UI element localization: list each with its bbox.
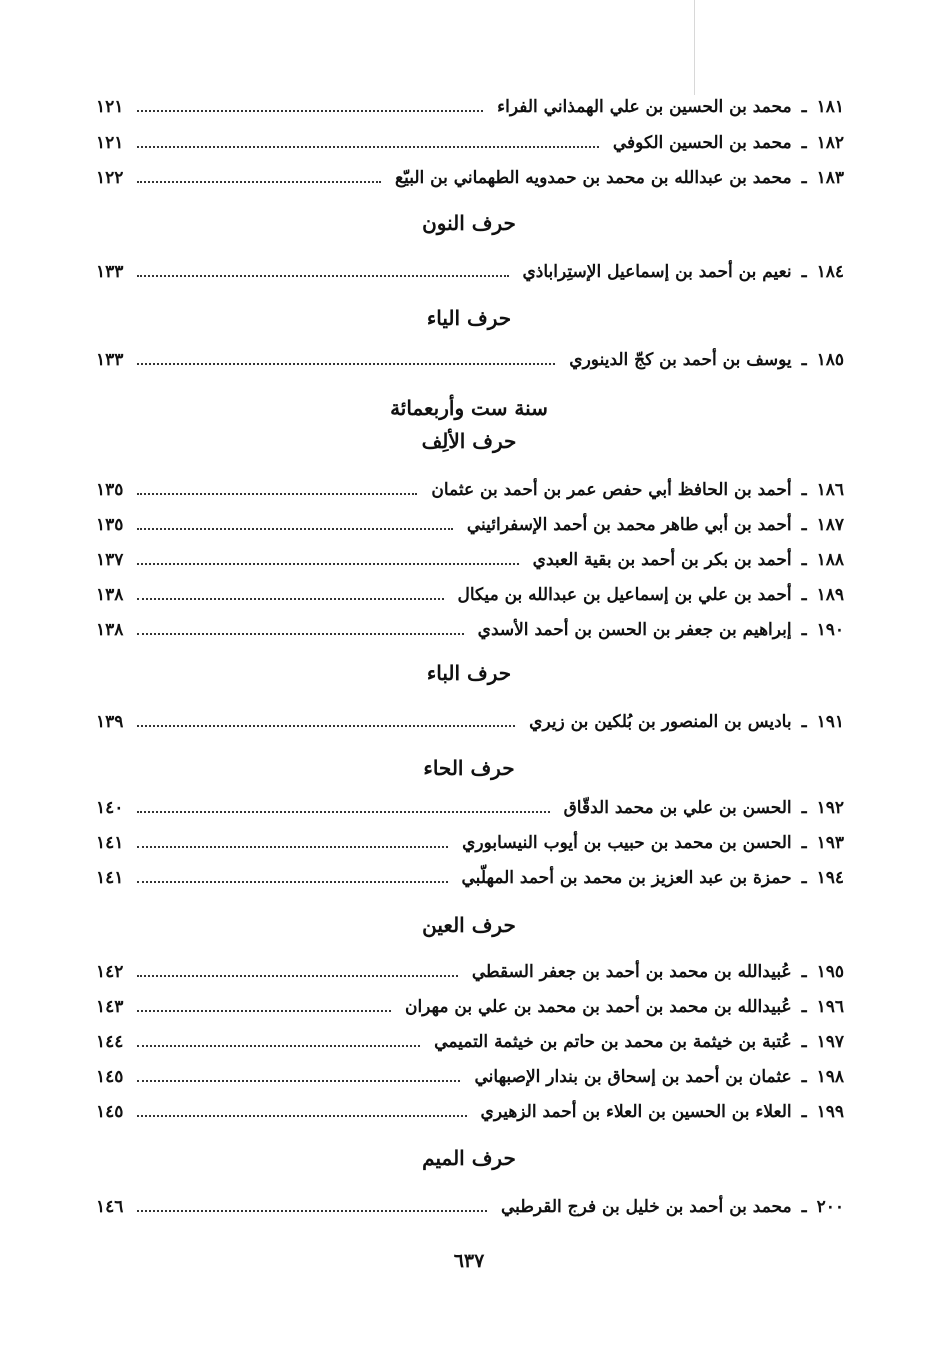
entry-page-number: ١٣٣ <box>96 350 124 370</box>
entry-separator: ـ <box>801 997 807 1017</box>
section-heading: حرف العين <box>422 913 516 937</box>
entry-separator: ـ <box>801 97 807 117</box>
dot-leader <box>137 975 457 977</box>
toc-entry <box>96 990 844 1024</box>
entry-name: حمزة بن عبد العزيز بن محمد بن أحمد المهلّبي <box>461 868 792 888</box>
entry-page-number: ١٤١ <box>96 868 124 888</box>
entry-separator: ـ <box>801 585 807 605</box>
entry-number: ١٩٤ <box>816 868 844 888</box>
entry-name: محمد بن الحسين الكوفي <box>612 133 792 153</box>
entry-name: عثمان بن أحمد بن إسحاق بن بندار الإصبهاني <box>474 1067 792 1087</box>
entry-number: ١٩٠ <box>816 620 844 640</box>
entry-name: الحسن بن علي بن محمد الدقّاق <box>563 798 792 818</box>
toc-entry <box>96 126 844 160</box>
entry-page-number: ١٤٤ <box>96 1032 124 1052</box>
entry-page-number: ١٣٩ <box>96 712 124 732</box>
toc-entry <box>96 826 844 860</box>
entry-number: ١٩٩ <box>816 1102 844 1122</box>
toc-entry <box>96 861 844 895</box>
entry-name: عُتبة بن خيثمة بن محمد بن حاتم بن خيثمة التميمي <box>434 1032 792 1052</box>
entry-name: أحمد بن علي بن إسماعيل بن عبدالله بن ميكال <box>457 585 792 605</box>
entry-number: ١٩٢ <box>816 798 844 818</box>
entry-name: الحسن بن محمد بن حبيب بن أيوب النيسابوري <box>462 833 792 853</box>
entry-name: أحمد بن أبي طاهر محمد بن أحمد الإسفرائيني <box>466 515 792 535</box>
toc-entry <box>96 161 844 195</box>
entry-separator: ـ <box>801 833 807 853</box>
entry-name: أحمد بن بكر بن أحمد بن بقية العبدي <box>532 550 792 570</box>
entry-name: نعيم بن أحمد بن إسماعيل الإستِراباذي <box>522 262 792 282</box>
entry-number: ١٨٦ <box>816 480 844 500</box>
entry-separator: ـ <box>801 620 807 640</box>
dot-leader <box>137 1010 391 1012</box>
dot-leader <box>137 633 463 635</box>
page-fold-line <box>694 0 695 95</box>
section-heading: سنة ست وأربعمائة <box>390 396 548 420</box>
entry-separator: ـ <box>801 798 807 818</box>
dot-leader <box>137 181 381 183</box>
entry-page-number: ١٤٥ <box>96 1102 124 1122</box>
dot-leader <box>137 725 515 727</box>
toc-entry <box>96 508 844 542</box>
entry-separator: ـ <box>801 1197 807 1217</box>
dot-leader <box>137 563 518 565</box>
entry-name: إبراهيم بن جعفر بن الحسن بن أحمد الأسدي <box>477 620 792 640</box>
dot-leader <box>137 598 443 600</box>
entry-number: ١٨٧ <box>816 515 844 535</box>
entry-number: ١٨٢ <box>816 133 844 153</box>
entry-number: ١٩١ <box>816 712 844 732</box>
entry-name: يوسف بن أحمد بن كجّ الدينوري <box>569 350 792 370</box>
entry-number: ١٩٣ <box>816 833 844 853</box>
dot-leader <box>137 1115 466 1117</box>
entry-page-number: ١٤١ <box>96 833 124 853</box>
entry-page-number: ١٤٦ <box>96 1197 124 1217</box>
entry-separator: ـ <box>801 550 807 570</box>
entry-page-number: ١٣٨ <box>96 620 124 640</box>
dot-leader <box>137 493 417 495</box>
dot-leader <box>137 363 555 365</box>
toc-entry <box>96 613 844 647</box>
entry-page-number: ١٢١ <box>96 133 124 153</box>
section-heading: حرف النون <box>422 211 516 235</box>
entry-separator: ـ <box>801 868 807 888</box>
entry-separator: ـ <box>801 1032 807 1052</box>
entry-separator: ـ <box>801 168 807 188</box>
entry-separator: ـ <box>801 262 807 282</box>
dot-leader <box>137 528 452 530</box>
entry-page-number: ١٢١ <box>96 97 124 117</box>
entry-number: ١٨٣ <box>816 168 844 188</box>
toc-entry <box>96 578 844 612</box>
entry-page-number: ١٤٥ <box>96 1067 124 1087</box>
entry-separator: ـ <box>801 1102 807 1122</box>
entry-page-number: ١٣٥ <box>96 515 124 535</box>
entry-name: عُبيدالله بن محمد بن أحمد بن محمد بن علي بن مهران <box>404 997 792 1017</box>
entry-number: ١٩٦ <box>816 997 844 1017</box>
dot-leader <box>137 1080 460 1082</box>
toc-entry <box>96 1025 844 1059</box>
entry-page-number: ١٢٢ <box>96 168 124 188</box>
entry-separator: ـ <box>801 515 807 535</box>
section-heading: حرف الحاء <box>423 756 515 780</box>
entry-name: محمد بن أحمد بن خليل بن فرج القرطبي <box>501 1197 792 1217</box>
toc-entry <box>96 90 844 124</box>
entry-page-number: ١٣٣ <box>96 262 124 282</box>
entry-number: ١٨٨ <box>816 550 844 570</box>
entry-separator: ـ <box>801 712 807 732</box>
toc-entry <box>96 343 844 377</box>
page-number: ٦٣٧ <box>453 1250 485 1272</box>
entry-number: ١٩٧ <box>816 1032 844 1052</box>
toc-entry <box>96 955 844 989</box>
dot-leader <box>137 146 598 148</box>
toc-entry <box>96 473 844 507</box>
entry-name: أحمد بن الحافظ أبي حفص عمر بن أحمد بن عثمان <box>431 480 792 500</box>
toc-entry <box>96 255 844 289</box>
toc-entry <box>96 791 844 825</box>
section-heading: حرف الباء <box>426 661 512 685</box>
entry-page-number: ١٤٠ <box>96 798 124 818</box>
dot-leader <box>137 811 549 813</box>
dot-leader <box>137 1045 420 1047</box>
entry-name: عُبيدالله بن محمد بن أحمد بن جعفر السقطي <box>471 962 792 982</box>
entry-number: ١٨١ <box>816 97 844 117</box>
entry-separator: ـ <box>801 350 807 370</box>
toc-entry <box>96 705 844 739</box>
entry-number: ١٩٨ <box>816 1067 844 1087</box>
entry-number: ٢٠٠ <box>816 1197 844 1217</box>
entry-name: محمد بن عبدالله بن محمد بن حمدويه الطهماني بن البيّع <box>395 168 792 188</box>
entry-page-number: ١٤٢ <box>96 962 124 982</box>
entry-separator: ـ <box>801 133 807 153</box>
entry-number: ١٨٩ <box>816 585 844 605</box>
section-heading: حرف الميم <box>422 1146 516 1170</box>
entry-separator: ـ <box>801 962 807 982</box>
dot-leader <box>137 881 447 883</box>
toc-entry <box>96 1190 844 1224</box>
entry-separator: ـ <box>801 1067 807 1087</box>
toc-entry <box>96 1095 844 1129</box>
entry-name: العلاء بن الحسين بن العلاء بن أحمد الزهيري <box>480 1102 792 1122</box>
entry-number: ١٨٤ <box>816 262 844 282</box>
entry-name: محمد بن الحسين بن علي الهمذاني الفراء <box>497 97 792 117</box>
toc-entry <box>96 1060 844 1094</box>
entry-name: باديس بن المنصور بن بُلكين بن زيري <box>529 712 792 732</box>
dot-leader <box>137 1210 487 1212</box>
entry-page-number: ١٣٥ <box>96 480 124 500</box>
entry-page-number: ١٤٣ <box>96 997 124 1017</box>
entry-number: ١٨٥ <box>816 350 844 370</box>
dot-leader <box>137 846 448 848</box>
entry-separator: ـ <box>801 480 807 500</box>
toc-entry <box>96 543 844 577</box>
section-heading: حرف الياء <box>426 306 512 330</box>
entry-page-number: ١٣٨ <box>96 585 124 605</box>
entry-page-number: ١٣٧ <box>96 550 124 570</box>
section-heading: حرف الألِف <box>421 429 517 453</box>
entry-number: ١٩٥ <box>816 962 844 982</box>
dot-leader <box>137 275 508 277</box>
dot-leader <box>137 110 483 112</box>
